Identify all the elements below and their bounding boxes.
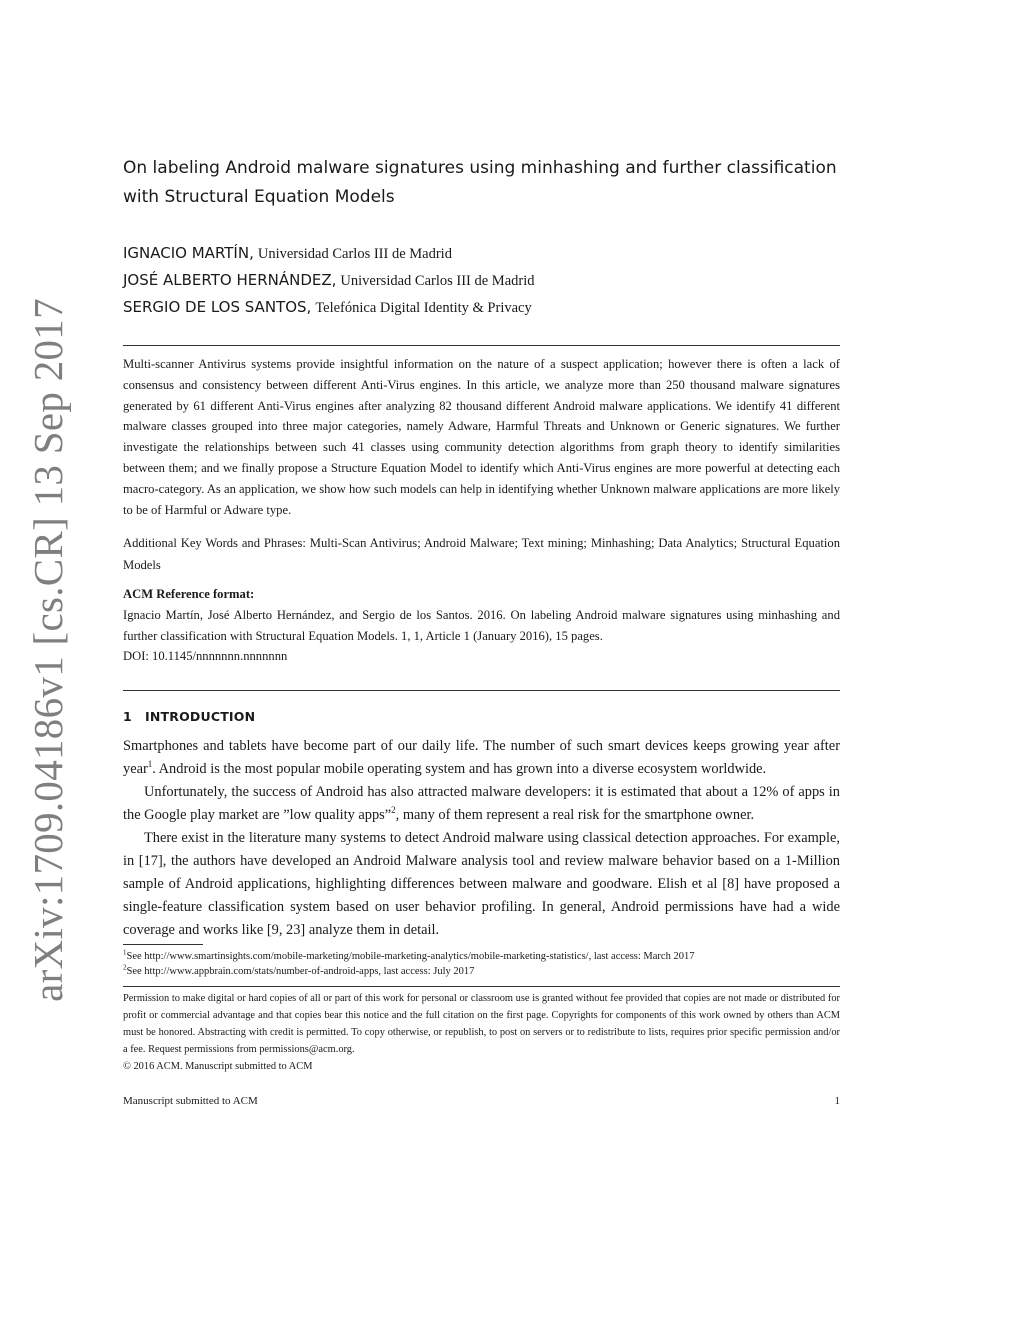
section-heading (123, 709, 255, 724)
paragraph: Unfortunately, the success of Android has also attracted malware developers: it is estimated that about a 12% of apps in the Google play market are ”low quality apps”$^2$, many of them represent a real risk for the smartphone owner. (123, 784, 840, 823)
author-affiliation: Universidad Carlos III de Madrid (257, 246, 452, 262)
keywords: Additional Key Words and Phrases: Multi-Scan Antivirus; Android Malware; Text mining; Minhashing; Data Analytics; Structural Equation Models (123, 536, 840, 572)
page-number: 1 (834, 1095, 840, 1107)
author-3 (123, 294, 843, 321)
author-affiliation: Telefónica Digital Identity & Privacy (315, 300, 532, 316)
paragraph: There exist in the literature many systems to detect Android malware using classical detection approaches. For example, in [17], the authors have developed an Android Malware analysis tool and review malware behavior based on a 1-Million sample of Android applications, highlighting differences between malware and goodware. Elish et al [8] have proposed a single-feature classification system based on user behavior profiling. In general, Android permissions have had a wide coverage and works like [9, 23] analyze them in detail. (123, 830, 840, 938)
footnote-mark: 2 (391, 805, 396, 816)
paper-title: On labeling Android malware signatures using minhashing and further classification with Structural Equation Models (123, 158, 837, 207)
footnote: $^1$See http://www.smartinsights.com/mobile-marketing/mobile-marketing-analytics/mobile-marketing-statistics/, last access: March 2017 (123, 948, 695, 962)
author-name: IGNACIO MARTÍN, (123, 244, 254, 262)
doi: DOI: 10.1145/nnnnnnn.nnnnnnn (123, 649, 288, 664)
footnotes (123, 950, 840, 979)
author-affiliation: Universidad Carlos III de Madrid (340, 273, 535, 289)
section-title: INTRODUCTION (145, 709, 256, 724)
section-number: 1 (123, 709, 132, 724)
top-divider (123, 345, 840, 346)
author-list (123, 240, 843, 321)
arxiv-identifier: arXiv:1709.04186v1 [cs.CR] 13 Sep 2017 (25, 298, 72, 1002)
acm-reference (123, 584, 840, 667)
paragraph: Smartphones and tablets have become part of our daily life. The number of such smart devices keeps growing year after year$^1$. Android is the most popular mobile operating system and has grown into a diverse ecosystem worldwide. (123, 738, 840, 777)
acm-reference-heading: ACM Reference format: (123, 587, 255, 601)
permission-divider (123, 986, 840, 987)
author-name: SERGIO DE LOS SANTOS, (123, 298, 312, 316)
footer-left: Manuscript submitted to ACM (123, 1095, 258, 1107)
author-1 (123, 240, 843, 267)
footnote: $^2$See http://www.appbrain.com/stats/number-of-android-apps, last access: July 2017 (123, 963, 475, 977)
body-text (123, 735, 840, 942)
author-name: JOSÉ ALBERTO HERNÁNDEZ, (123, 271, 337, 289)
permission-notice: Permission to make digital or hard copies of all or part of this work for personal or classroom use is granted without fee provided that copies are not made or distributed for profit or commercial advantage and that copies bear this notice and the full citation on the first page. Copyrights for components of this work owned by others than ACM must be honored. Abstracting with credit is permitted. To copy otherwise, or republish, to post on servers or to redistribute to lists, requires prior specific permission and/or a fee. Request permissions from permissions@acm.org. (123, 993, 840, 1056)
copyright-notice: © 2016 ACM. Manuscript submitted to ACM (123, 1061, 313, 1072)
footnote-divider (123, 944, 203, 945)
author-2 (123, 267, 843, 294)
arxiv-stamp (18, 298, 78, 1002)
abstract: Multi-scanner Antivirus systems provide insightful information on the nature of a suspect application; however there is often a lack of consensus and consistency between different Anti-Virus engines. In this article, we analyze more than 250 thousand malware signatures generated by 61 different Anti-Virus engines after analyzing 82 thousand different Android malware applications. We identify 41 different malware classes grouped into three major categories, namely Adware, Harmful Threats and Unknown or Generic signatures. We further investigate the relationships between such 41 classes using community detection algorithms from graph theory to identify similarities between them; and we finally propose a Structure Equation Model to identify which Anti-Virus engines are more powerful at detecting each macro-category. As an application, we show how such models can help in identifying whether Unknown malware applications are more likely to be of Harmful or Adware type. (123, 357, 840, 517)
abstract-divider (123, 690, 840, 691)
acm-reference-citation: Ignacio Martín, José Alberto Hernández, and Sergio de los Santos. 2016. On labeling Android malware signatures using minhashing and further classification with Structural Equation Models. 1, 1, Article 1 (January 2016), 15 pages. (123, 607, 840, 643)
footnote-mark: 1 (147, 759, 153, 770)
